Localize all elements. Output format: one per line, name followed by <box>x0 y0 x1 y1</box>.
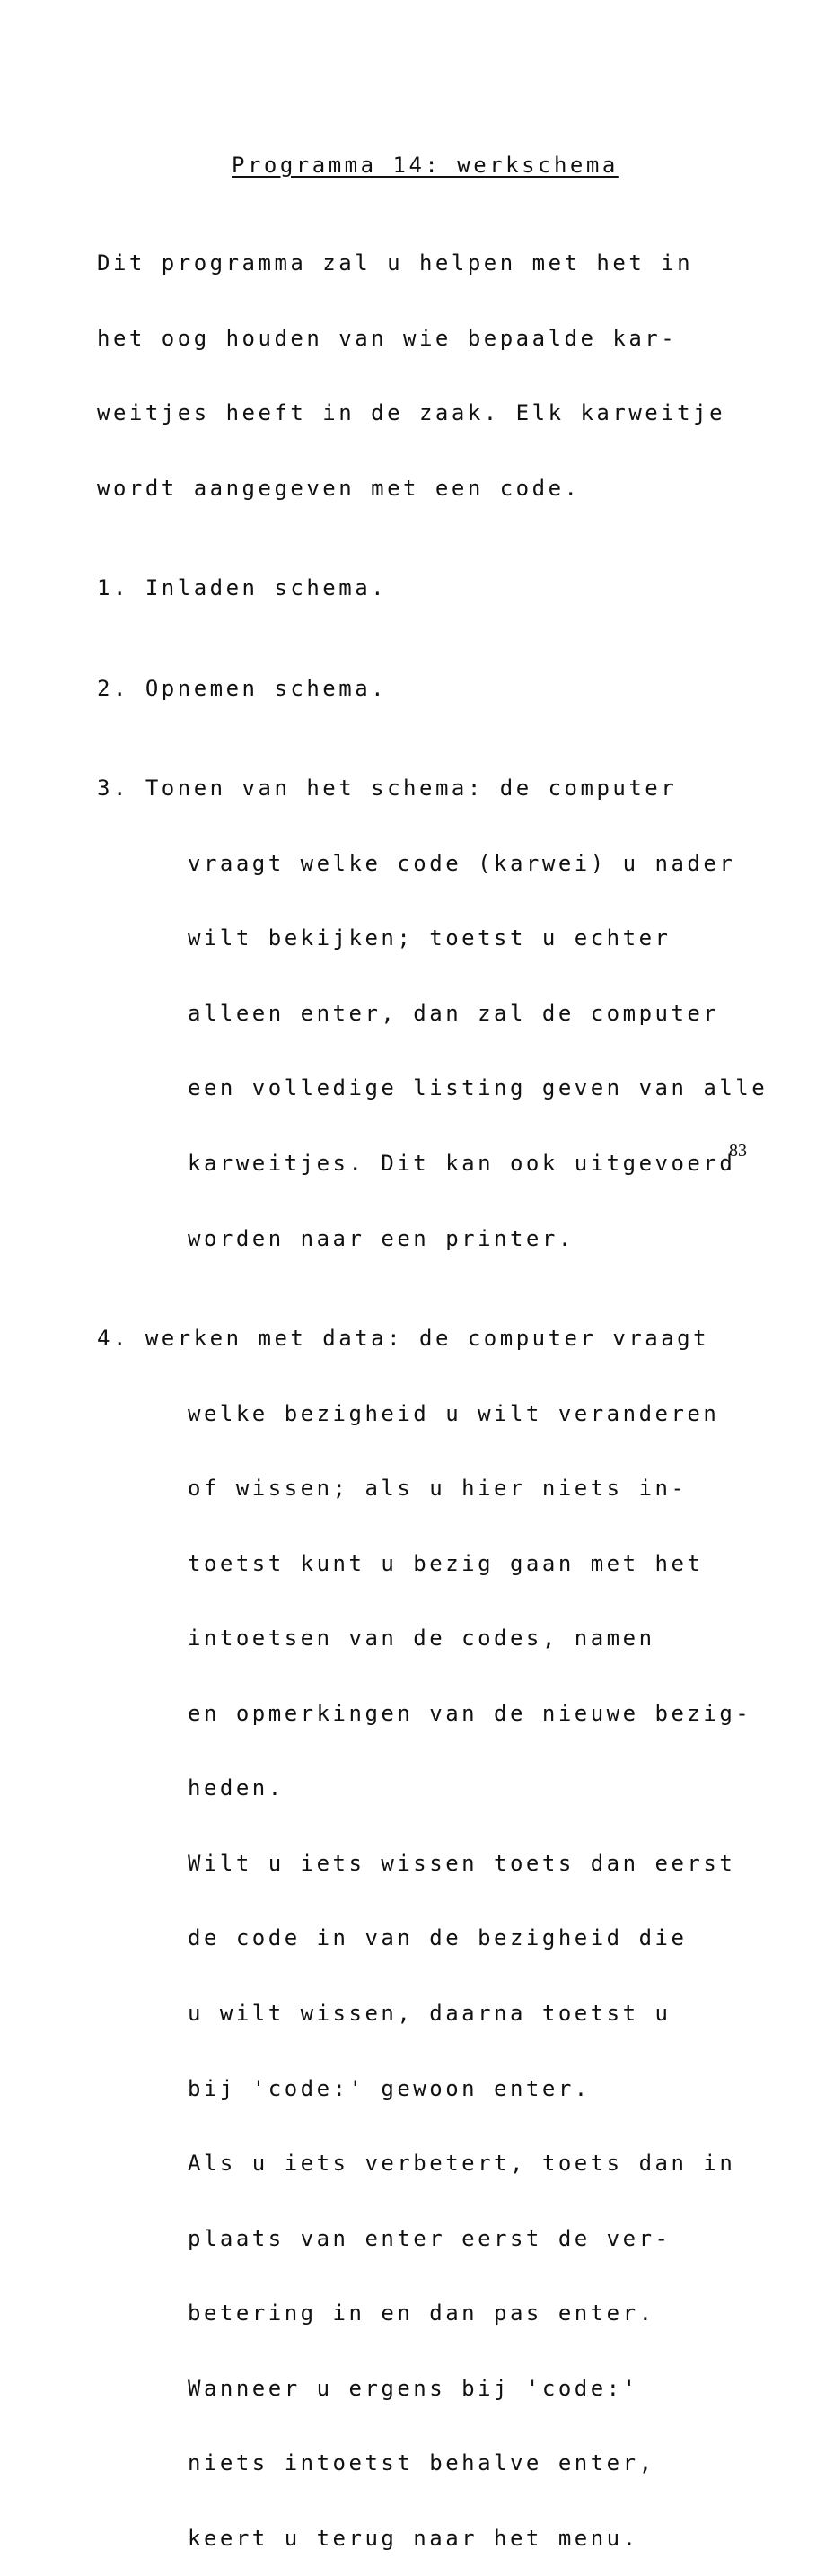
list-item-continuation: karweitjes. Dit kan ook uitgevoerd <box>188 1151 736 1177</box>
intro-line: wordt aangegeven met een code. <box>97 475 581 501</box>
list-item-number: 2. <box>97 675 145 701</box>
list-item-continuation: worden naar een printer. <box>188 1225 575 1251</box>
list-item-continuation: wilt bekijken; toetst u echter <box>188 925 672 951</box>
list-item-2 <box>97 677 815 702</box>
list-item-continuation: of wissen; als u hier niets in- <box>188 1476 688 1502</box>
list-item-continuation: de code in van de bezigheid die <box>188 1925 688 1951</box>
list-item-text: Tonen van het schema: de computer <box>145 775 678 802</box>
page-title: Programma 14: werkschema <box>232 153 619 178</box>
list-item-continuation: Wilt u iets wissen toets dan eerst <box>188 1850 736 1876</box>
list-item-4 <box>97 1327 815 1352</box>
list-item-text: werken met data: de computer vraagt <box>145 1326 710 1352</box>
list-item-text: Inladen schema. <box>145 575 388 601</box>
list-item-number: 1. <box>97 575 145 601</box>
list-item-continuation: betering in en dan pas enter. <box>188 2300 655 2326</box>
list-item-continuation: u wilt wissen, daarna toetst u <box>188 2001 672 2027</box>
list-item-text: Opnemen schema. <box>145 675 388 701</box>
list-item-continuation: intoetsen van de codes, namen <box>188 1625 655 1652</box>
page-number: 83 <box>729 1141 747 1161</box>
list-item-number: 4. <box>97 1326 145 1352</box>
list-item-continuation: een volledige listing geven van alle <box>188 1075 768 1101</box>
intro-line: Dit programma zal u helpen met het in <box>97 250 694 276</box>
body-text <box>97 201 815 2576</box>
list-item-continuation: niets intoetst behalve enter, <box>188 2450 655 2476</box>
list-item-continuation: plaats van enter eerst de ver- <box>188 2225 672 2251</box>
intro-line: het oog houden van wie bepaalde kar- <box>97 325 678 351</box>
list-item-1 <box>97 576 815 601</box>
list-item-continuation: heden. <box>188 1775 285 1801</box>
list-item-continuation: welke bezigheid u wilt veranderen <box>188 1400 720 1426</box>
list-item-3 <box>97 776 815 802</box>
list-item-continuation: en opmerkingen van de nieuwe bezig- <box>188 1700 752 1726</box>
list-item-continuation: Wanneer u ergens bij 'code:' <box>188 2375 639 2401</box>
list-item-continuation: alleen enter, dan zal de computer <box>188 1000 720 1026</box>
list-item-continuation: keert u terug naar het menu. <box>188 2525 639 2551</box>
list-item-continuation: vraagt welke code (karwei) u nader <box>188 850 736 876</box>
list-item-continuation: toetst kunt u bezig gaan met het <box>188 1550 704 1576</box>
list-item-number: 3. <box>97 775 145 802</box>
list-item-continuation: Als u iets verbetert, toets dan in <box>188 2151 736 2177</box>
intro-line: weitjes heeft in de zaak. Elk karweitje <box>97 400 726 426</box>
list-item-continuation: bij 'code:' gewoon enter. <box>188 2075 591 2101</box>
